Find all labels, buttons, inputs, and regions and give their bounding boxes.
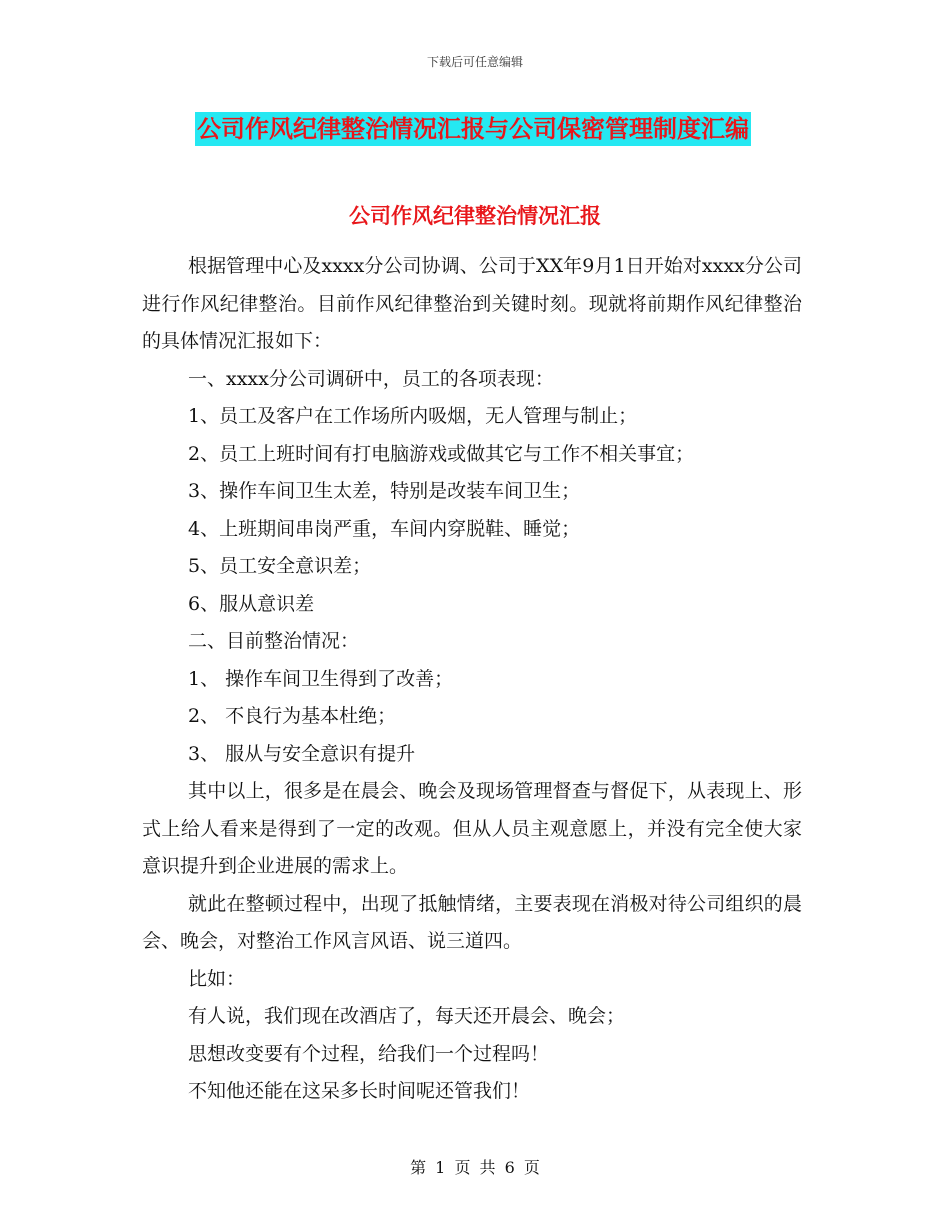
quote-line: 不知他还能在这呆多长时间呢还管我们！: [188, 1080, 531, 1102]
document-body: [142, 248, 802, 1111]
quote-line: 思想改变要有个过程，给我们一个过程吗！: [188, 1042, 550, 1065]
list-item: 1、 操作车间卫生得到了改善；: [188, 667, 454, 690]
list-item: 2、 不良行为基本杜绝；: [188, 705, 397, 727]
paragraph-analysis: 其中以上，很多是在晨会、晚会及现场管理督查与督促下，从表现上、形式上给人看来是得到了一定的改观。但从人员主观意愿上，并没有完全使大家意识提升到企业进展的需求上。: [142, 780, 802, 877]
paragraph-resistance: 就此在整顿过程中，出现了抵触情绪，主要表现在消极对待公司组织的晨会、晚会，对整治工作风言风语、说三道四。: [142, 892, 802, 952]
list-item: 2、员工上班时间有打电脑游戏或做其它与工作不相关事宜；: [188, 442, 695, 465]
paragraph-example-label: 比如：: [188, 967, 246, 990]
list-item: 3、操作车间卫生太差，特别是改装车间卫生；: [188, 480, 581, 502]
section-heading-2: 二、目前整治情况：: [188, 630, 360, 652]
list-item: 5、员工安全意识差；: [188, 555, 372, 577]
list-item: 3、 服从与安全意识有提升: [188, 742, 416, 765]
document-title: 公司作风纪律整治情况汇报与公司保密管理制度汇编: [195, 112, 751, 146]
list-item: 6、服从意识差: [188, 592, 315, 615]
list-item: 4、上班期间串岗严重，车间内穿脱鞋、睡觉；: [188, 517, 581, 540]
paragraph-intro: 根据管理中心及xxxx分公司协调、公司于XX年9月1日开始对xxxx分公司进行作风纪律整治。目前作风纪律整治到关键时刻。现就将前期作风纪律整治的具体情况汇报如下：: [142, 255, 802, 352]
list-item: 1、员工及客户在工作场所内吸烟，无人管理与制止；: [188, 405, 638, 427]
section-title: 公司作风纪律整治情况汇报: [349, 204, 601, 228]
quote-line: 有人说，我们现在改酒店了，每天还开晨会、晚会；: [188, 1005, 626, 1027]
header-note: 下载后可任意编辑: [426, 55, 523, 69]
section-heading-1: 一、xxxx分公司调研中，员工的各项表现：: [188, 367, 554, 390]
page-number: 第 1 页 共 6 页: [410, 1158, 540, 1177]
